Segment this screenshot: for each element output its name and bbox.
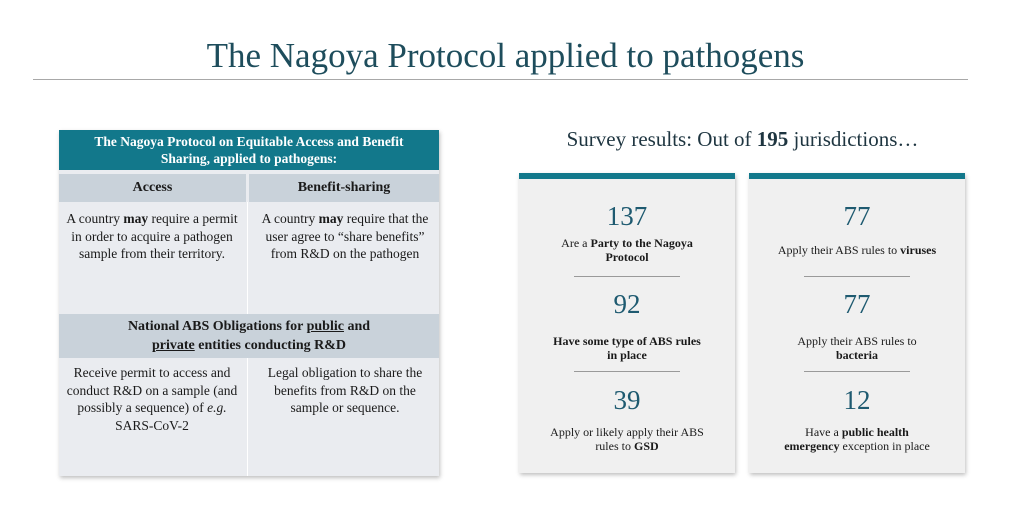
stat-gsd-label-line2-a: rules to [595, 439, 634, 453]
stat-party-value: 137 [606, 201, 648, 231]
stat-party-label [527, 236, 727, 264]
stat-divider [574, 276, 680, 277]
stat-gsd-label [527, 425, 727, 453]
stat-emergency-label-line2-b: exception in place [839, 439, 930, 453]
legal-cell: Legal obligation to share the benefits from R&D on the sample or sequence. [267, 365, 423, 415]
stat-gsd-label-bold: GSD [633, 439, 659, 453]
page-title: The Nagoya Protocol applied to pathogens [206, 36, 805, 75]
section-text-a: National ABS Obligations for [127, 319, 307, 334]
stat-divider [804, 276, 910, 277]
stats-card-left [519, 173, 735, 473]
benefit-cell [255, 210, 435, 263]
section-text-c: entities conducting R&D [194, 338, 347, 353]
stat-gsd-value: 39 [613, 385, 641, 415]
stat-party-label-a: Are a [561, 236, 591, 250]
stat-emergency-label-a: Have a [805, 425, 842, 439]
title-divider [33, 79, 968, 80]
column-divider-bottom [247, 358, 248, 476]
nagoya-table [59, 130, 439, 476]
stat-emergency-value: 12 [843, 385, 871, 415]
stat-abs-rules-label-line2: in place [607, 348, 647, 362]
stat-divider [804, 371, 910, 372]
stat-viruses-value: 77 [843, 201, 871, 231]
survey-title [520, 127, 965, 152]
column-access: Access [59, 174, 246, 202]
stat-party-label-bold: Party [590, 236, 620, 250]
benefit-text-may: may [318, 211, 344, 226]
access-text-may: may [123, 211, 149, 226]
section-head-line1 [59, 317, 439, 336]
access-cell [61, 210, 243, 263]
section-text-b: and [343, 319, 371, 334]
section-text-public: public [306, 319, 344, 334]
table-header-sharing: Sharing, [160, 151, 214, 166]
stats-card-right [749, 173, 965, 473]
permit-text-a: Receive permit to access and conduct R&D on a sample (and possibly a sequence) of [66, 365, 238, 415]
stat-bacteria-value: 77 [843, 289, 871, 319]
access-text-b: require a permit in order to acquire a pathogen sample from their territory. [71, 211, 238, 261]
obligations-section-head [59, 314, 439, 358]
stat-divider [574, 371, 680, 372]
permit-text-b: SARS-CoV-2 [115, 417, 189, 433]
access-text-a: A country [66, 211, 124, 226]
stat-party-label-b: to the Nagoya [619, 236, 693, 250]
stat-abs-rules-label-bold: ABS rules [649, 334, 701, 348]
stat-viruses-label [757, 243, 957, 257]
section-head-line2 [59, 336, 439, 355]
table-header [59, 130, 439, 170]
table-header-line2 [59, 150, 439, 167]
stat-viruses-label-bold: viruses [900, 243, 937, 257]
stat-bacteria-label-bold: bacteria [836, 348, 878, 362]
stat-gsd-label-a: Apply or likely apply their ABS [550, 425, 704, 439]
survey-prefix: Survey results: Out of [566, 127, 757, 151]
stat-emergency-label [757, 425, 957, 453]
permit-text-eg: e.g. [207, 400, 227, 415]
table-header-pathogens: applied to pathogens: [213, 151, 338, 166]
stat-emergency-label-bold: public health [841, 425, 909, 439]
stat-bacteria-label-a: Apply their ABS rules to [797, 334, 917, 348]
column-benefit-sharing: Benefit-sharing [249, 174, 439, 202]
stat-viruses-label-a: Apply their ABS rules to [777, 243, 901, 257]
benefit-text-a: A country [261, 211, 319, 226]
stat-bacteria-label [757, 334, 957, 362]
stat-party-label-line2: Protocol [605, 250, 649, 264]
survey-count: 195 [756, 127, 789, 151]
section-text-private: private [151, 338, 195, 353]
table-header-line1: The Nagoya Protocol on Equitable Access and Benefit [94, 134, 404, 149]
stat-abs-rules-label-a: Have some type of [553, 334, 650, 348]
stat-abs-rules-value: 92 [613, 289, 641, 319]
column-divider-top [247, 202, 248, 314]
permit-cell [61, 364, 243, 434]
stat-abs-rules-label [527, 334, 727, 362]
stat-emergency-label-line2-bold: emergency [784, 439, 840, 453]
benefit-text-b: require that the user agree to “share benefits” from R&D on the pathogen [265, 211, 429, 261]
survey-suffix: jurisdictions… [788, 127, 919, 151]
